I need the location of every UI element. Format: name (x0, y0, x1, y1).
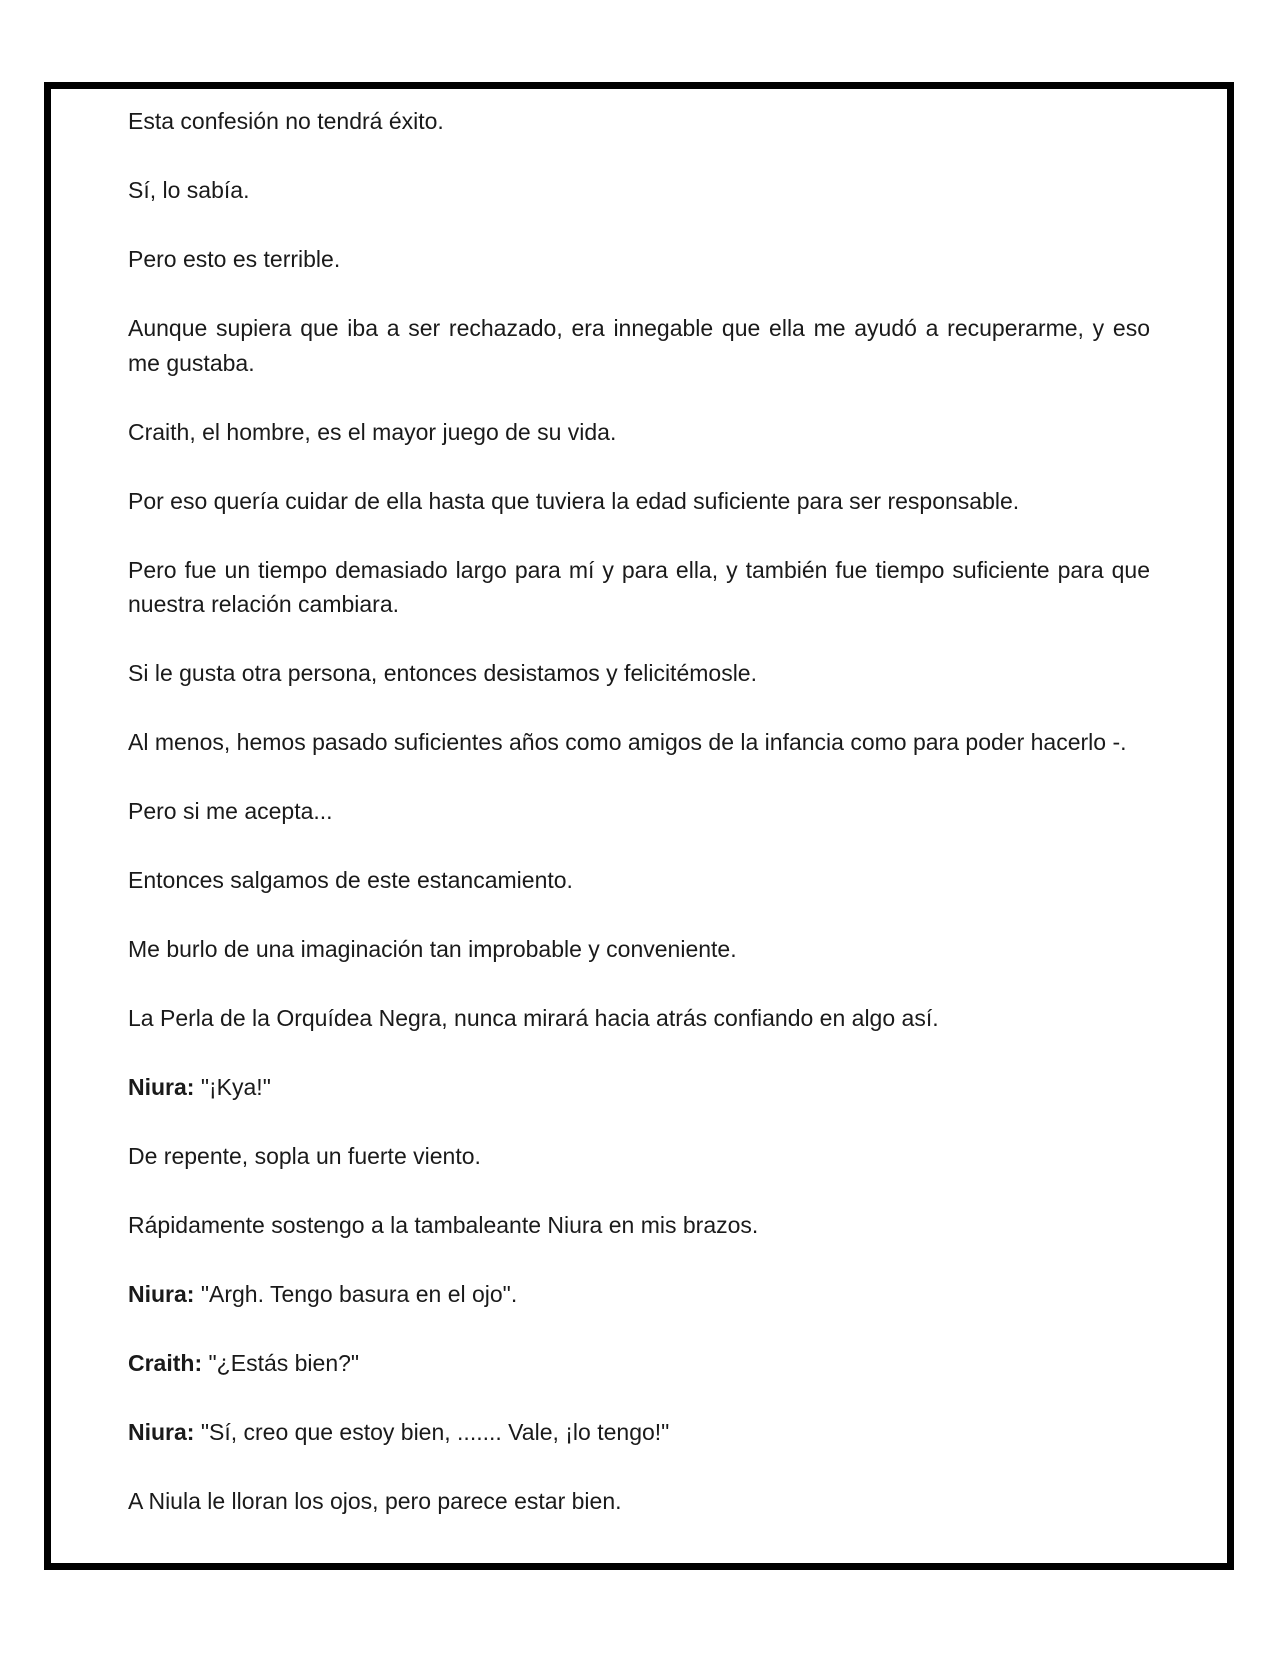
speaker-label: Niura: (128, 1419, 195, 1445)
paragraph: Esta confesión no tendrá éxito. (128, 108, 444, 134)
paragraph: Pero esto es terrible. (128, 246, 341, 272)
paragraph: Entonces salgamos de este estancamiento. (128, 867, 573, 893)
dialogue-line (128, 1415, 1150, 1450)
dialogue-line (128, 1346, 1150, 1381)
dialogue-line (128, 1070, 1150, 1105)
paragraph: Aunque supiera que iba a ser rechazado, era innegable que ella me ayudó a recuperarme, y eso me gustaba. (128, 315, 1150, 376)
document-body (128, 104, 1150, 1519)
paragraph: Pero fue un tiempo demasiado largo para mí y para ella, y también fue tiempo suficiente para que nuestra relación cambiara. (128, 556, 1150, 617)
paragraph: Rápidamente sostengo a la tambaleante Niura en mis brazos. (128, 1212, 759, 1238)
dialogue-text: "¿Estás bien?" (202, 1350, 360, 1376)
speaker-label: Niura: (128, 1281, 195, 1307)
paragraph: Sí, lo sabía. (128, 177, 250, 203)
dialogue-text: "Argh. Tengo basura en el ojo". (194, 1281, 518, 1307)
dialogue-line (128, 1277, 1150, 1312)
paragraph: Pero si me acepta... (128, 798, 333, 824)
paragraph: La Perla de la Orquídea Negra, nunca mirará hacia atrás confiando en algo así. (128, 1005, 939, 1031)
speaker-label: Craith: (128, 1350, 203, 1376)
dialogue-text: "¡Kya!" (194, 1074, 271, 1100)
paragraph: Al menos, hemos pasado suficientes años como amigos de la infancia como para poder hacerlo -. (128, 729, 1127, 755)
paragraph: Si le gusta otra persona, entonces desistamos y felicitémosle. (128, 660, 757, 686)
paragraph: Me burlo de una imaginación tan improbable y conveniente. (128, 936, 737, 962)
paragraph: Craith, el hombre, es el mayor juego de su vida. (128, 418, 617, 445)
paragraph: Por eso quería cuidar de ella hasta que tuviera la edad suficiente para ser responsable. (128, 487, 1020, 514)
speaker-label: Niura: (128, 1074, 195, 1100)
dialogue-text: "Sí, creo que estoy bien, ....... Vale, ¡lo tengo!" (194, 1419, 670, 1445)
paragraph: A Niula le lloran los ojos, pero parece estar bien. (128, 1488, 622, 1514)
paragraph: De repente, sopla un fuerte viento. (128, 1143, 481, 1169)
